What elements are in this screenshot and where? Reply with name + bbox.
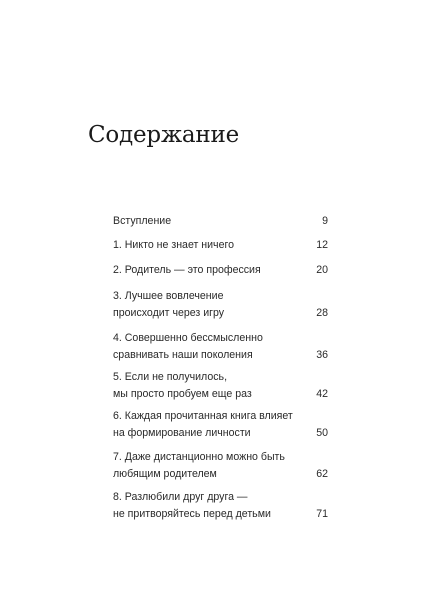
toc-entry-line: 7. Даже дистанционно можно быть — [113, 451, 285, 463]
toc-entry-line: сравнивать наши поколения — [113, 349, 253, 361]
toc-entry-chapter-6[interactable] — [113, 408, 328, 442]
toc-entry-title — [113, 213, 171, 230]
page-title: Содержание — [88, 122, 240, 148]
toc-page-number: 62 — [316, 468, 328, 480]
toc-entry-chapter-1[interactable] — [113, 237, 328, 254]
toc-entry-title — [113, 489, 271, 523]
toc-entry-line: 5. Если не получилось, — [113, 371, 228, 383]
toc-entry-intro[interactable] — [113, 213, 328, 230]
toc-page-number: 50 — [316, 427, 328, 439]
toc-page-number: 71 — [316, 508, 328, 520]
toc-entry-title — [113, 330, 263, 364]
toc-entry-line: 8. Разлюбили друг друга — — [113, 491, 248, 503]
toc-entry-chapter-8[interactable] — [113, 489, 328, 523]
toc-entry-title — [113, 237, 234, 254]
toc-entry-title — [113, 369, 252, 403]
toc-page-number: 20 — [316, 264, 328, 276]
toc-entry-title — [113, 449, 285, 483]
toc-entry-line: 1. Никто не знает ничего — [113, 239, 234, 251]
toc-entry-line: происходит через игру — [113, 307, 225, 319]
toc-entry-line: 6. Каждая прочитанная книга влияет — [113, 410, 293, 422]
toc-entry-chapter-2[interactable] — [113, 262, 328, 279]
toc-entry-title — [113, 288, 224, 322]
toc-entry-line: не притворяйтесь перед детьми — [113, 508, 271, 520]
toc-entry-line: 4. Совершенно бессмысленно — [113, 332, 263, 344]
toc-entry-chapter-7[interactable] — [113, 449, 328, 483]
toc-entry-title — [113, 408, 293, 442]
toc-entry-chapter-5[interactable] — [113, 369, 328, 403]
toc-entry-line: 2. Родитель — это профессия — [113, 264, 261, 276]
toc-entry-line: на формирование личности — [113, 427, 251, 439]
toc-page-number: 12 — [316, 239, 328, 251]
toc-entry-chapter-3[interactable] — [113, 288, 328, 322]
toc-entry-chapter-4[interactable] — [113, 330, 328, 364]
toc-page-number: 28 — [316, 307, 328, 319]
toc-entry-title — [113, 262, 261, 279]
toc-entry-line: любящим родителем — [113, 468, 217, 480]
toc-entry-line: Вступление — [113, 215, 172, 227]
toc-page-number: 9 — [322, 215, 328, 227]
toc-entry-line: мы просто пробуем еще раз — [113, 388, 252, 400]
toc-page-number: 36 — [316, 349, 328, 361]
toc-page-number: 42 — [316, 388, 328, 400]
toc-entry-line: 3. Лучшее вовлечение — [113, 290, 224, 302]
